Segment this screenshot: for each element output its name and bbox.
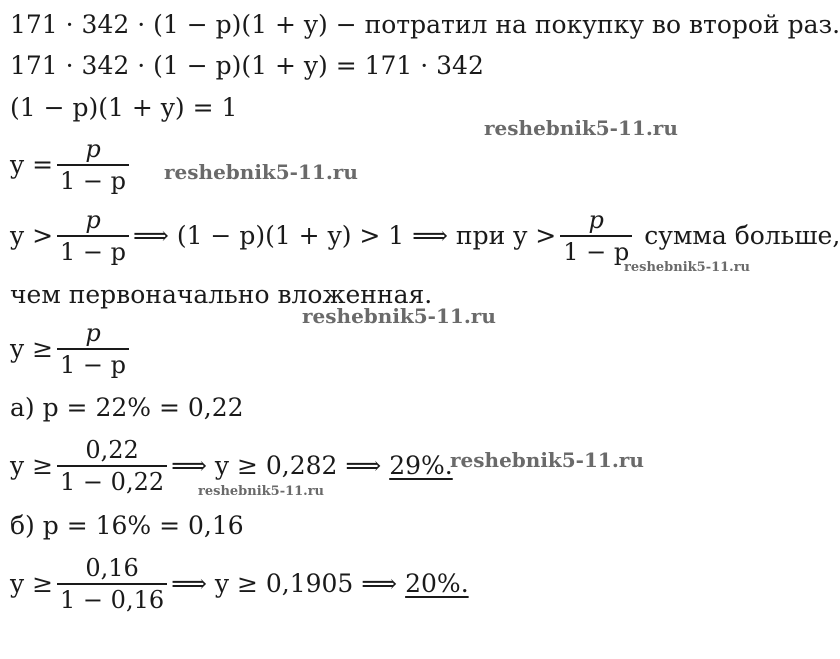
fraction-numerator: 0,16 [85,554,139,582]
fraction-0-22 [57,437,167,495]
line-5 [10,207,840,265]
fraction-p-over-1-minus-p [560,207,632,265]
fraction-denominator: 1 − p [560,235,632,265]
fraction-numerator: p [85,135,101,163]
line-7-left: y ≥ [10,334,54,363]
line-4 [10,136,133,194]
line-8-text: а) p = 22% = 0,22 [10,393,244,422]
answer-b: 20%. [405,569,469,598]
watermark: reshebnik5-11.ru [198,484,325,499]
line-9-middle: ⟹ y ≥ 0,282 ⟹ [171,451,382,480]
line-4-left: y = [10,150,54,179]
line-11-middle: ⟹ y ≥ 0,1905 ⟹ [171,569,398,598]
fraction-p-over-1-minus-p [57,207,129,265]
fraction-numerator: p [588,206,604,234]
line-1-text: 171 · 342 · (1 − p)(1 + y) − потратил на покупку во второй раз. [10,10,840,39]
watermark: reshebnik5-11.ru [164,160,358,184]
line-6-text: чем первоначально вложенная. [10,280,433,309]
fraction-p-over-1-minus-p [57,136,129,194]
line-2 [10,51,484,81]
fraction-denominator: 1 − 0,16 [57,583,167,613]
line-5-right: сумма больше, [644,221,840,250]
watermark: reshebnik5-11.ru [450,448,644,472]
line-3 [10,93,237,123]
fraction-denominator: 1 − p [57,164,129,194]
watermark: reshebnik5-11.ru [624,260,751,275]
fraction-denominator: 1 − p [57,348,129,378]
line-11-left: y ≥ [10,569,54,598]
answer-a: 29%. [389,451,453,480]
line-8 [10,393,244,423]
line-11 [10,555,469,613]
line-1 [10,10,840,40]
line-10 [10,511,244,541]
line-7 [10,320,133,378]
fraction-numerator: p [85,319,101,347]
fraction-denominator: 1 − p [57,235,129,265]
line-5-left: y > [10,221,54,250]
line-3-text: (1 − p)(1 + y) = 1 [10,93,238,122]
watermark: reshebnik5-11.ru [484,116,678,140]
fraction-0-16 [57,555,167,613]
fraction-denominator: 1 − 0,22 [57,465,167,495]
line-9-left: y ≥ [10,451,54,480]
line-10-text: б) p = 16% = 0,16 [10,511,244,540]
fraction-numerator: p [85,206,101,234]
fraction-p-over-1-minus-p [57,320,129,378]
line-5-middle: ⟹ (1 − p)(1 + y) > 1 ⟹ при y > [133,221,557,250]
line-2-text: 171 · 342 · (1 − p)(1 + y) = 171 · 342 [10,51,484,80]
fraction-numerator: 0,22 [85,436,139,464]
watermark: reshebnik5-11.ru [302,304,496,328]
